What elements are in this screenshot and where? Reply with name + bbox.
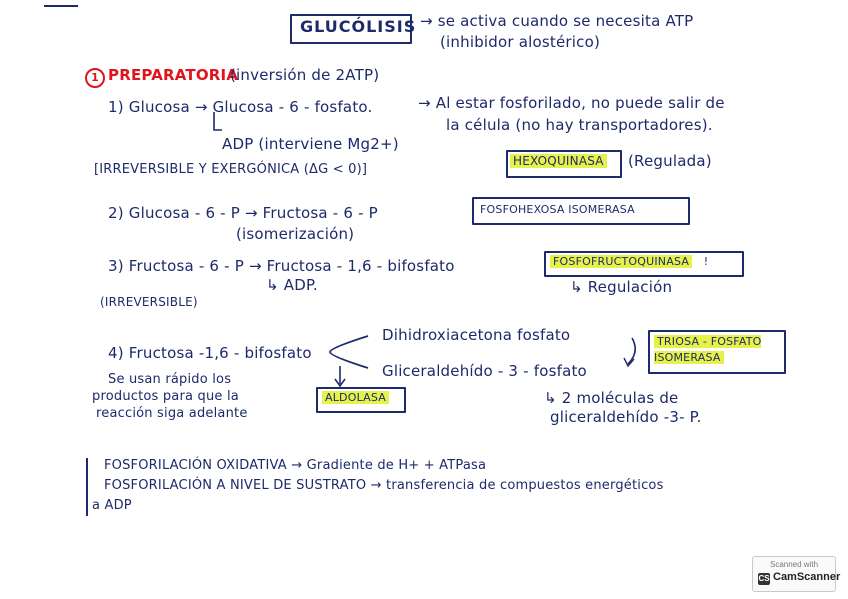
step1-cofactor: ADP (interviene Mg2+) xyxy=(222,135,399,153)
footer-line-2: FOSFORILACIÓN A NIVEL DE SUSTRATO → transferencia de compuestos energéticos xyxy=(104,478,664,493)
step4-product-2: Gliceraldehído - 3 - fosfato xyxy=(382,362,587,380)
step1-adp-arrow xyxy=(214,112,222,130)
step3-enzyme-mark: ! xyxy=(703,255,709,268)
phase-name: PREPARATORIA xyxy=(108,66,239,84)
step3-reaction: 3) Fructosa - 6 - P → Fructosa - 1,6 - bifosfato xyxy=(108,257,455,275)
footer-line-1: FOSFORILACIÓN OXIDATIVA → Gradiente de H+ + ATPasa xyxy=(104,458,487,473)
step1-note-1: → Al estar fosforilado, no puede salir de xyxy=(418,94,725,112)
step4-branch-arc xyxy=(330,336,368,368)
step4-note-left-2: productos para que la xyxy=(92,389,239,404)
step3-bracket: (IRREVERSIBLE) xyxy=(100,295,198,309)
step4-product-1: Dihidroxiacetona fosfato xyxy=(382,326,571,344)
phase-number: 1 xyxy=(91,71,99,84)
step3-enzyme-note: ↳ Regulación xyxy=(570,278,673,296)
step1-enzyme-note: (Regulada) xyxy=(628,152,712,170)
camscanner-logo-icon: CS xyxy=(758,574,770,583)
page-title: GLUCÓLISIS xyxy=(300,17,417,36)
step4-note-right-2: gliceraldehído -3- P. xyxy=(550,408,702,426)
step4-interconversion-arrow xyxy=(628,338,635,364)
step1-bracket: [IRREVERSIBLE Y EXERGÓNICA (ΔG < 0)] xyxy=(94,162,368,177)
step4-enzyme2: TRIOSA - FOSFATO ISOMERASA xyxy=(654,335,762,364)
scanner-caption: Scanned with xyxy=(769,560,819,569)
title-note-2: (inhibidor alostérico) xyxy=(440,33,600,51)
step1-note-2: la célula (no hay transportadores). xyxy=(446,116,713,134)
step4-note-left-3: reacción siga adelante xyxy=(96,406,248,421)
step4-note-left-1: Se usan rápido los xyxy=(108,372,232,387)
scanner-badge xyxy=(752,556,841,592)
step2-sub: (isomerización) xyxy=(236,225,355,243)
phase-detail: (inversión de 2ATP) xyxy=(230,66,380,84)
title-note-1: → se activa cuando se necesita ATP xyxy=(420,12,694,30)
step3-sub: ↳ ADP. xyxy=(266,276,318,294)
scanner-name: CamScanner xyxy=(773,571,841,583)
step4-note-right-1: ↳ 2 moléculas de xyxy=(544,389,679,407)
step1-enzyme: HEXOQUINASA xyxy=(510,154,607,168)
step2-enzyme: FOSFOHEXOSA ISOMERASA xyxy=(480,203,635,216)
step3-enzyme: FOSFOFRUCTOQUINASA ! xyxy=(550,255,708,268)
footer-line-3: a ADP xyxy=(92,498,132,513)
step2-reaction: 2) Glucosa - 6 - P → Fructosa - 6 - P xyxy=(108,204,378,222)
step4-enzyme: ALDOLASA xyxy=(322,391,389,404)
step4-reaction: 4) Fructosa -1,6 - bifosfato xyxy=(108,344,312,362)
step1-reaction: 1) Glucosa → Glucosa - 6 - fosfato. xyxy=(108,98,373,116)
